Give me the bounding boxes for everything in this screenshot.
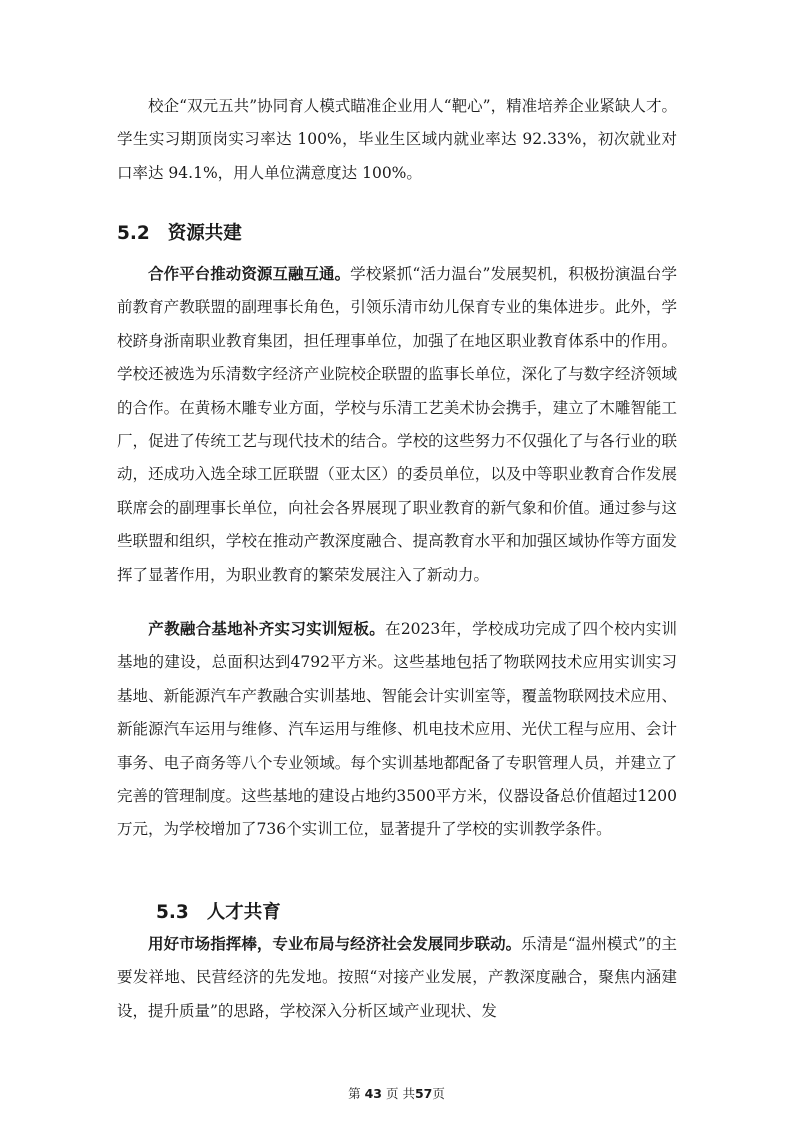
footer-middle: 页 共: [385, 1086, 415, 1101]
footer-suffix: 页: [432, 1086, 445, 1101]
paragraph-lead: 用好市场指挥棒，专业布局与经济社会发展同步联动。: [148, 935, 522, 953]
footer-prefix: 第: [348, 1086, 361, 1101]
section-number: 5.3: [156, 902, 189, 923]
total-page-count: 57: [414, 1086, 433, 1101]
paragraph-resource-platforms: [117, 258, 677, 592]
section-title: 资源共建: [167, 223, 242, 244]
paragraph-lead: 产教融合基地补齐实习实训短板。: [148, 620, 386, 638]
section-number: 5.2: [117, 223, 150, 244]
paragraph-text: 乐清是“温州模式”的主要发祥地、民营经济的先发地。按照“对接产业发展，产教深度融合，聚焦内涵建设，提升质量”的思路，学校深入分析区域产业现状、发: [117, 935, 677, 1020]
paragraph-text: 学校紧抓“活力温台”发展契机，积极扮演温台学前教育产教联盟的副理事长角色，引领乐清市幼儿保育专业的集体进步。此外，学校跻身浙南职业教育集团，担任理事单位，加强了在地区职业教育体系中的作用。学校还被选为乐清数字经济产业院校企联盟的监事长单位，深化了与数字经济领域的合作。在黄杨木雕专业方面，学校与乐清工艺美术协会携手，建立了木雕智能工厂，促进了传统工艺与现代技术的结合。学校的这些努力不仅强化了与各行业的联动，还成功入选全球工匠联盟（亚太区）的委员单位，以及中等职业教育合作发展联席会的副理事长单位，向社会各界展现了职业教育的新气象和价值。通过参与这些联盟和组织，学校在推动产教深度融合、提高教育水平和加强区域协作等方面发挥了显著作用，为职业教育的繁荣发展注入了新动力。: [117, 265, 677, 584]
page-footer: [0, 1084, 793, 1102]
section-title: 人才共育: [206, 902, 281, 923]
paragraph-lead: 合作平台推动资源互融互通。: [148, 265, 351, 283]
current-page-number: 43: [364, 1086, 382, 1101]
paragraph-training-bases: [117, 613, 677, 847]
paragraph-talent-cultivation: [117, 928, 677, 1028]
paragraph-text: 校企“双元五共”协同育人模式瞄准企业用人“靶心”，精准培养企业紧缺人才。学生实习期顶岗实习率达 100%，毕业生区域内就业率达 92.33%，初次就业对口率达 94.1%，用人单位满意度达 100%。: [117, 97, 677, 182]
section-heading-5-2: [117, 222, 242, 246]
section-heading-5-3: [156, 901, 281, 925]
paragraph-text: 在2023年，学校成功完成了四个校内实训基地的建设，总面积达到4792平方米。这些基地包括了物联网技术应用实训实习基地、新能源汽车产教融合实训基地、智能会计实训室等，覆盖物联网技术应用、新能源汽车运用与维修、汽车运用与维修、机电技术应用、光伏工程与应用、会计事务、电子商务等八个专业领域。每个实训基地都配备了专职管理人员，并建立了完善的管理制度。这些基地的建设占地约3500平方米，仪器设备总价值超过1200万元，为学校增加了736个实训工位，显著提升了学校的实训教学条件。: [117, 620, 677, 839]
paragraph-outcomes: [117, 90, 677, 190]
